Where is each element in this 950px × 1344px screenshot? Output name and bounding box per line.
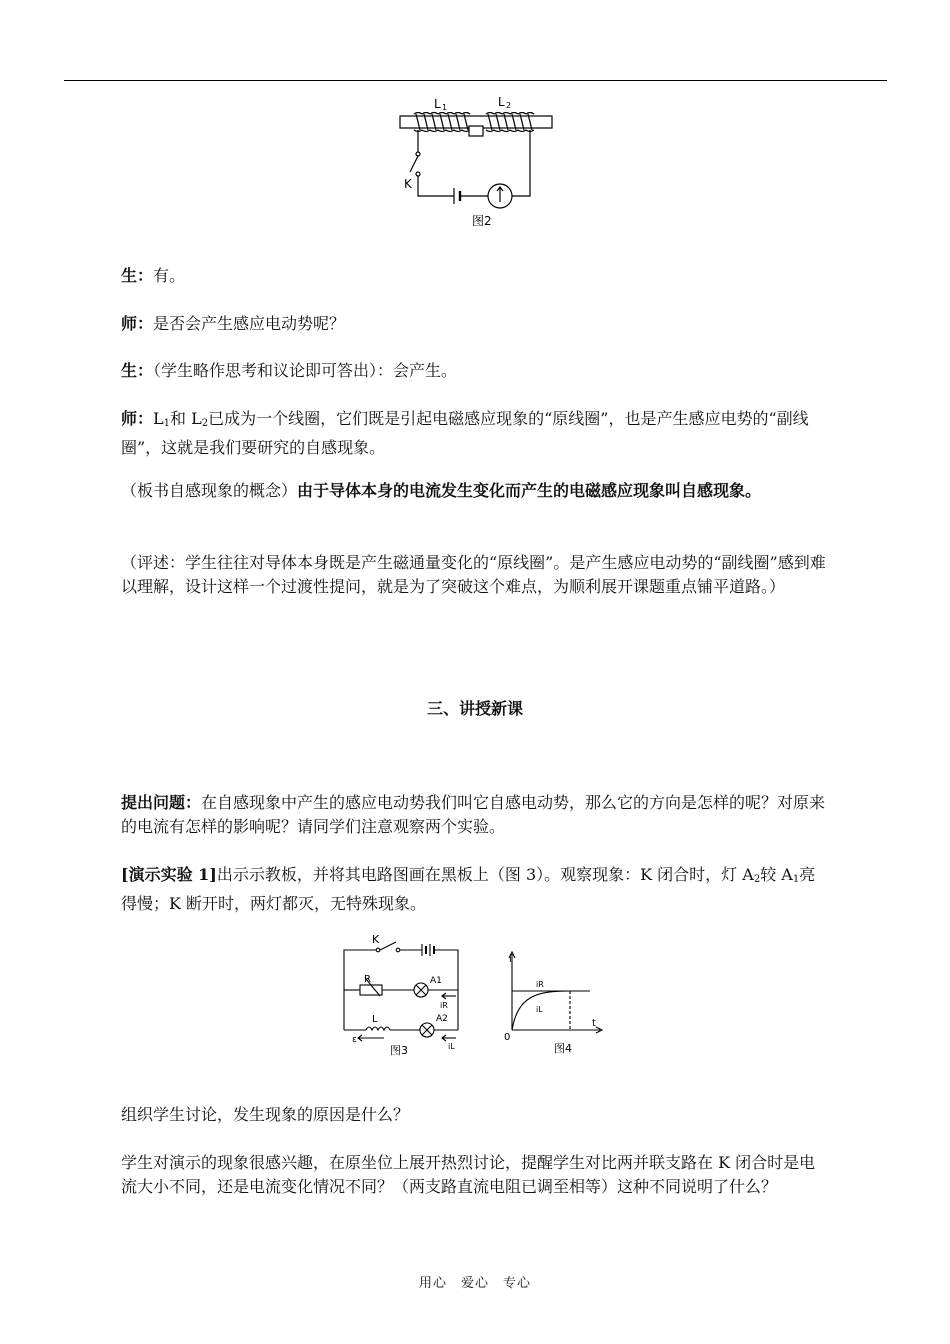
concept-definition: [121, 479, 831, 503]
experiment-label: [演示实验 1]: [121, 865, 217, 884]
figure-3-caption: 图3: [390, 1044, 408, 1057]
label-l1-sub: 1: [442, 103, 448, 112]
concept-prefix: （板书自感现象的概念）: [121, 481, 298, 500]
speaker-label: 师：: [121, 409, 154, 428]
header-rule: [64, 80, 887, 81]
sub-1: 1: [163, 418, 171, 429]
label-l: L: [372, 1014, 378, 1025]
page-footer: 用心 爱心 专心: [418, 1276, 531, 1291]
discussion-paragraph: [121, 1151, 831, 1199]
dialogue-text: 已成为一个线圈，它们既是引起电磁感应现象的“原线圈”，也是产生感应电势的“副线圈”，这就是我们要研究的自感现象。: [121, 409, 809, 457]
dialogue-teacher-1: [121, 312, 831, 336]
wire-right: [512, 130, 530, 196]
figure-4: [500, 948, 606, 1058]
figure-2-caption: 图2: [472, 214, 492, 228]
core-join: [469, 126, 483, 136]
experiment-text-3: 亮得慢；K 断开时，两灯都灭，无特殊现象。: [121, 865, 816, 913]
figure-3-diagram: [336, 932, 468, 1058]
label-il: iL: [536, 1005, 543, 1014]
dialogue-teacher-2: [121, 407, 831, 460]
concept-bold: 由于导体本身的电流发生变化而产生的电磁感应现象叫自感现象。: [297, 481, 762, 500]
text-l1: L: [153, 409, 164, 428]
label-r: R: [364, 974, 371, 985]
label-i: i: [509, 954, 512, 965]
sub-2: 2: [201, 418, 209, 429]
commentary-text: （评述：学生往往对导体本身既是产生磁通量变化的“原线圈”。是产生感应电动势的“副线圈”感到难以理解，设计这样一个过渡性提问，就是为了突破这个难点，为顺利展开课题重点铺平道路。）: [121, 553, 826, 596]
label-ir: iR: [536, 980, 544, 989]
switch-contact-bottom: [416, 172, 420, 176]
discussion-text: 组织学生讨论，发生现象的原因是什么？: [121, 1105, 410, 1124]
label-k: K: [404, 177, 412, 191]
section-heading: 三、讲授新课: [426, 699, 523, 718]
dialogue-student-1: [121, 264, 831, 288]
coil-l2-top: [486, 113, 534, 115]
wire-bottom-left: [418, 176, 454, 196]
label-a1: A1: [430, 976, 442, 986]
question-text: 在自感现象中产生的感应电动势我们叫它自感电动势，那么它的方向是怎样的呢？对原来的电流有怎样的影响呢？请同学们注意观察两个实验。: [121, 793, 826, 836]
label-l2-sub: 2: [506, 101, 512, 110]
speaker-label: 生：: [121, 266, 154, 285]
dialogue-text: （学生略作思考和议论即可答出）：会产生。: [153, 361, 458, 380]
figure-3: [336, 932, 468, 1058]
label-ir: iR: [440, 1001, 448, 1010]
question-label: 提出问题：: [121, 793, 202, 812]
figure-4-caption: 图4: [554, 1042, 572, 1055]
commentary-paragraph: [121, 551, 831, 599]
dialogue-text: 是否会产生感应电动势呢？: [153, 314, 346, 333]
label-a2: A2: [436, 1014, 448, 1024]
wire-top-left: [344, 950, 376, 960]
speaker-label: 生：: [121, 361, 154, 380]
inductor-l: [366, 1027, 390, 1030]
figure-4-graph: [500, 948, 606, 1058]
label-origin: 0: [504, 1032, 511, 1043]
switch-k: [380, 942, 396, 950]
sub-a1: 1: [792, 874, 800, 885]
label-l1: L: [434, 97, 441, 111]
discussion-detail: 学生对演示的现象很感兴趣，在原坐位上展开热烈讨论，提醒学生对比两并联支路在 K 闭合时是电流大小不同，还是电流变化情况不同？（两支路直流电阻已调至相等）这种不同说明了什么？: [121, 1153, 816, 1196]
experiment-paragraph: [121, 863, 831, 916]
discussion-question: [121, 1103, 831, 1127]
experiment-text-2: 较 A: [760, 865, 793, 884]
dialogue-text: 有。: [153, 266, 186, 285]
resistor-r: [360, 985, 382, 995]
speaker-label: 师：: [121, 314, 154, 333]
label-k: K: [372, 933, 380, 946]
switch-k: [410, 156, 418, 172]
label-il: iL: [448, 1042, 455, 1051]
label-t: t: [592, 1018, 596, 1029]
figure-2: [396, 94, 556, 229]
switch-contact-top: [416, 152, 420, 156]
dialogue-student-2: [121, 359, 831, 383]
coil-l1-top: [414, 113, 470, 115]
label-eps: ε: [352, 1035, 357, 1045]
text-and-l2: 和 L: [170, 409, 202, 428]
label-l2: L: [498, 95, 505, 109]
sub-a2: 2: [753, 874, 761, 885]
experiment-text-1: 出示示教板，并将其电路图画在黑板上（图 3）。观察现象：K 闭合时，灯 A: [216, 865, 754, 884]
question-paragraph: [121, 791, 831, 839]
figure-2-diagram: [396, 94, 556, 229]
coil-l1-bottom: [414, 130, 470, 132]
coil-l2-bottom: [486, 130, 534, 132]
